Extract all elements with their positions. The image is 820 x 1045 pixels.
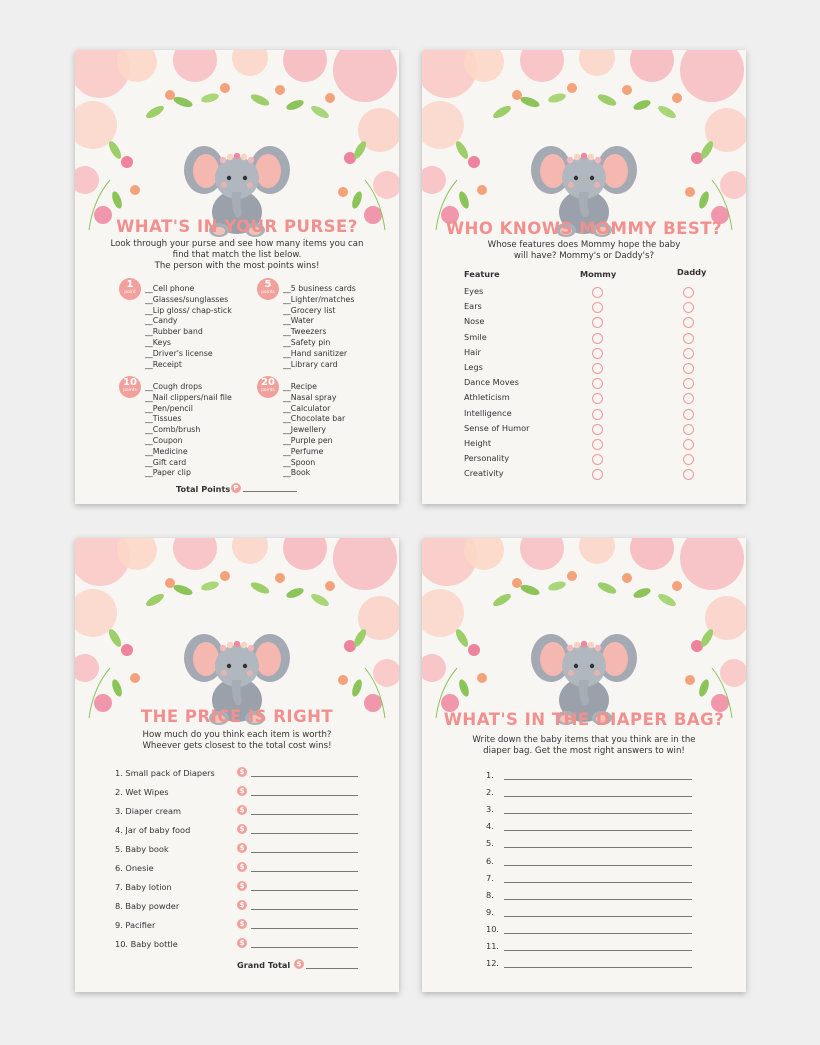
purse-item[interactable]: __Library card — [283, 359, 338, 369]
mommy-choice-circle[interactable] — [592, 409, 603, 420]
points-badge: 20 points — [257, 376, 279, 398]
answer-line[interactable] — [504, 865, 692, 866]
price-item-label: 4. Jar of baby food — [115, 825, 191, 835]
daddy-choice-circle[interactable] — [683, 393, 694, 404]
answer-line[interactable] — [504, 899, 692, 900]
feature-label: Dance Moves — [464, 377, 519, 388]
diaper-game-card — [422, 538, 746, 992]
purse-item[interactable]: __Chocolate bar — [283, 414, 346, 424]
daddy-choice-circle[interactable] — [683, 348, 694, 359]
price-item-label: 6. Onesie — [115, 863, 154, 873]
price-item-label: 1. Small pack of Diapers — [115, 768, 215, 778]
purse-subtitle: Look through your purse and see how many items you can find that match the list below. The person with the most points wins! — [110, 239, 364, 271]
dollar-icon: $ — [237, 919, 247, 929]
answer-number: 4. — [486, 821, 494, 832]
total-points-label: Total Points — [176, 484, 231, 494]
answer-line[interactable] — [504, 779, 692, 780]
daddy-choice-circle[interactable] — [683, 378, 694, 389]
dollar-icon: $ — [237, 881, 247, 891]
purse-item[interactable]: __Gift card — [145, 457, 187, 467]
purse-item[interactable]: __Cell phone — [145, 284, 195, 293]
diaper-subtitle: Write down the baby items that you think are in the diaper bag. Get the most right answers to win! — [472, 735, 696, 756]
price-item-label: 7. Baby lotion — [115, 882, 172, 892]
dollar-icon: $ — [237, 805, 247, 815]
answer-number: 3. — [486, 804, 494, 815]
dollar-icon: $ — [237, 843, 247, 853]
price-guess-line[interactable] — [251, 795, 358, 796]
purse-item[interactable]: __Hand sanitizer — [283, 348, 348, 358]
answer-number: 10. — [486, 923, 500, 934]
purse-item[interactable]: __Rubber band — [145, 327, 203, 337]
price-item-label: 10. Baby bottle — [115, 939, 178, 949]
answer-line[interactable] — [504, 967, 692, 968]
answer-line[interactable] — [504, 933, 692, 934]
purse-item[interactable]: __Pen/pencil — [145, 403, 193, 413]
answer-number: 7. — [486, 872, 494, 883]
purse-item[interactable]: __Lighter/matches — [283, 294, 355, 304]
answer-number: 1. — [486, 770, 494, 780]
feature-label: Hair — [464, 346, 481, 357]
feature-label: Smile — [464, 331, 487, 342]
mommy-choice-circle[interactable] — [592, 393, 603, 404]
mommy-choice-circle[interactable] — [592, 317, 603, 328]
answer-line[interactable] — [504, 813, 692, 814]
mommy-choice-circle[interactable] — [592, 287, 603, 298]
answer-number: 6. — [486, 855, 494, 866]
purse-item[interactable]: __Calculator — [283, 403, 331, 413]
purse-item[interactable]: __Nail clippers/nail file — [145, 392, 232, 402]
mommy-game-card — [422, 50, 746, 504]
purse-title: WHAT'S IN YOUR PURSE? — [116, 217, 358, 236]
price-guess-line[interactable] — [251, 928, 358, 929]
daddy-choice-circle[interactable] — [683, 363, 694, 374]
purse-item[interactable]: __Spoon — [283, 457, 316, 467]
feature-label: Personality — [464, 453, 510, 464]
answer-number: 2. — [486, 787, 494, 798]
daddy-choice-circle[interactable] — [683, 333, 694, 344]
answer-line[interactable] — [504, 847, 692, 848]
price-guess-line[interactable] — [251, 871, 358, 872]
daddy-choice-circle[interactable] — [683, 469, 694, 480]
price-title: THE PRICE IS RIGHT — [140, 707, 334, 726]
dollar-icon: $ — [237, 786, 247, 796]
purse-item[interactable]: __Glasses/sunglasses — [145, 294, 229, 304]
points-badge: 1 point — [119, 278, 141, 300]
mommy-subtitle: Whose features does Mommy hope the baby will have? Mommy's or Daddy's? — [487, 240, 681, 261]
answer-line[interactable] — [504, 882, 692, 883]
points-badge: 10 points — [119, 376, 141, 398]
price-game-card — [75, 538, 399, 992]
points-badge: 5 points — [257, 278, 279, 300]
price-guess-line[interactable] — [251, 890, 358, 891]
daddy-choice-circle[interactable] — [683, 287, 694, 298]
purse-game-card — [75, 50, 399, 504]
purse-item[interactable]: __Driver's license — [145, 348, 213, 358]
purse-item[interactable]: __Paper clip — [145, 468, 191, 478]
purse-item[interactable]: __Book — [283, 468, 311, 478]
purse-item[interactable]: __Jewellery — [283, 425, 327, 435]
mommy-choice-circle[interactable] — [592, 363, 603, 374]
price-guess-line[interactable] — [251, 909, 358, 910]
purse-item[interactable]: __Lip gloss/ chap-stick — [145, 305, 232, 315]
dollar-icon: $ — [237, 938, 247, 948]
answer-line[interactable] — [504, 950, 692, 951]
price-subtitle: How much do you think each item is worth? Wheever gets closest to the total cost wins! — [142, 730, 332, 751]
purse-item[interactable]: __Water — [283, 316, 314, 326]
mommy-choice-circle[interactable] — [592, 302, 603, 313]
mommy-choice-circle[interactable] — [592, 469, 603, 480]
daddy-header: Daddy — [677, 267, 707, 277]
feature-label: Height — [464, 438, 492, 448]
purse-item[interactable]: __Purple pen — [283, 436, 333, 445]
feature-label: Athleticism — [464, 392, 510, 403]
daddy-choice-circle[interactable] — [683, 409, 694, 420]
mommy-choice-circle[interactable] — [592, 348, 603, 359]
daddy-choice-circle[interactable] — [683, 317, 694, 328]
answer-number: 9. — [486, 906, 494, 917]
purse-item[interactable]: __Tissues — [145, 414, 182, 424]
purse-item[interactable]: __Nasal spray — [283, 392, 337, 402]
feature-label: Creativity — [464, 468, 504, 479]
price-guess-line[interactable] — [251, 776, 358, 777]
answer-number: 8. — [486, 889, 494, 900]
feature-label: Eyes — [464, 286, 484, 296]
feature-label: Sense of Humor — [464, 422, 530, 433]
answer-line[interactable] — [504, 796, 692, 797]
dollar-icon: $ — [237, 900, 247, 910]
feature-header: Feature — [464, 269, 500, 279]
purse-item[interactable]: __Keys — [145, 338, 171, 347]
diaper-title: WHAT'S IN THE DIAPER BAG? — [443, 710, 725, 729]
daddy-choice-circle[interactable] — [683, 302, 694, 313]
daddy-choice-circle[interactable] — [683, 454, 694, 465]
mommy-choice-circle[interactable] — [592, 424, 603, 435]
grand-total-line[interactable] — [306, 968, 358, 969]
daddy-choice-circle[interactable] — [683, 424, 694, 435]
dollar-icon: $ — [237, 767, 247, 777]
mommy-choice-circle[interactable] — [592, 439, 603, 450]
feature-label: Nose — [464, 316, 485, 327]
price-guess-line[interactable] — [251, 852, 358, 853]
price-item-label: 2. Wet Wipes — [115, 787, 169, 797]
points-icon: P — [231, 483, 241, 493]
price-item-label: 5. Baby book — [115, 844, 169, 854]
floral-garland-icon — [422, 538, 746, 738]
price-guess-line[interactable] — [251, 947, 358, 948]
feature-label: Legs — [464, 362, 483, 372]
price-guess-line[interactable] — [251, 833, 358, 834]
purse-item[interactable]: __Medicine — [145, 446, 188, 456]
mommy-header: Mommy — [580, 269, 617, 279]
purse-item[interactable]: __Perfume — [283, 446, 324, 456]
price-item-label: 3. Diaper cream — [115, 806, 181, 816]
purse-item[interactable]: __Safety pin — [283, 338, 331, 347]
mommy-choice-circle[interactable] — [592, 333, 603, 344]
feature-label: Intelligence — [464, 407, 512, 418]
purse-item[interactable]: __Grocery list — [283, 305, 336, 315]
purse-item[interactable]: __Coupon — [145, 436, 183, 445]
purse-item[interactable]: __Cough drops — [145, 382, 203, 391]
dollar-icon: $ — [237, 824, 247, 834]
purse-item[interactable]: __5 business cards — [283, 284, 356, 293]
purse-item[interactable]: __Recipe — [283, 382, 317, 391]
price-item-label: 8. Baby powder — [115, 901, 180, 911]
purse-item[interactable]: __Tweezers — [283, 327, 327, 337]
answer-number: 12. — [486, 958, 500, 969]
mommy-choice-circle[interactable] — [592, 378, 603, 389]
feature-label: Ears — [464, 301, 482, 312]
purse-item[interactable]: __Comb/brush — [145, 425, 201, 435]
answer-line[interactable] — [504, 916, 692, 917]
purse-item[interactable]: __Receipt — [145, 359, 182, 369]
mommy-title: WHO KNOWS MOMMY BEST? — [445, 219, 723, 238]
price-guess-line[interactable] — [251, 814, 358, 815]
total-points-line[interactable] — [243, 491, 297, 492]
answer-number: 5. — [486, 838, 494, 849]
price-item-label: 9. Pacifier — [115, 920, 156, 930]
answer-number: 11. — [486, 941, 500, 951]
mommy-choice-circle[interactable] — [592, 454, 603, 465]
dollar-icon: $ — [237, 862, 247, 872]
daddy-choice-circle[interactable] — [683, 439, 694, 450]
answer-line[interactable] — [504, 830, 692, 831]
grand-total-label: Grand Total — [237, 960, 291, 970]
dollar-icon: $ — [294, 959, 304, 969]
purse-item[interactable]: __Candy — [145, 316, 178, 326]
